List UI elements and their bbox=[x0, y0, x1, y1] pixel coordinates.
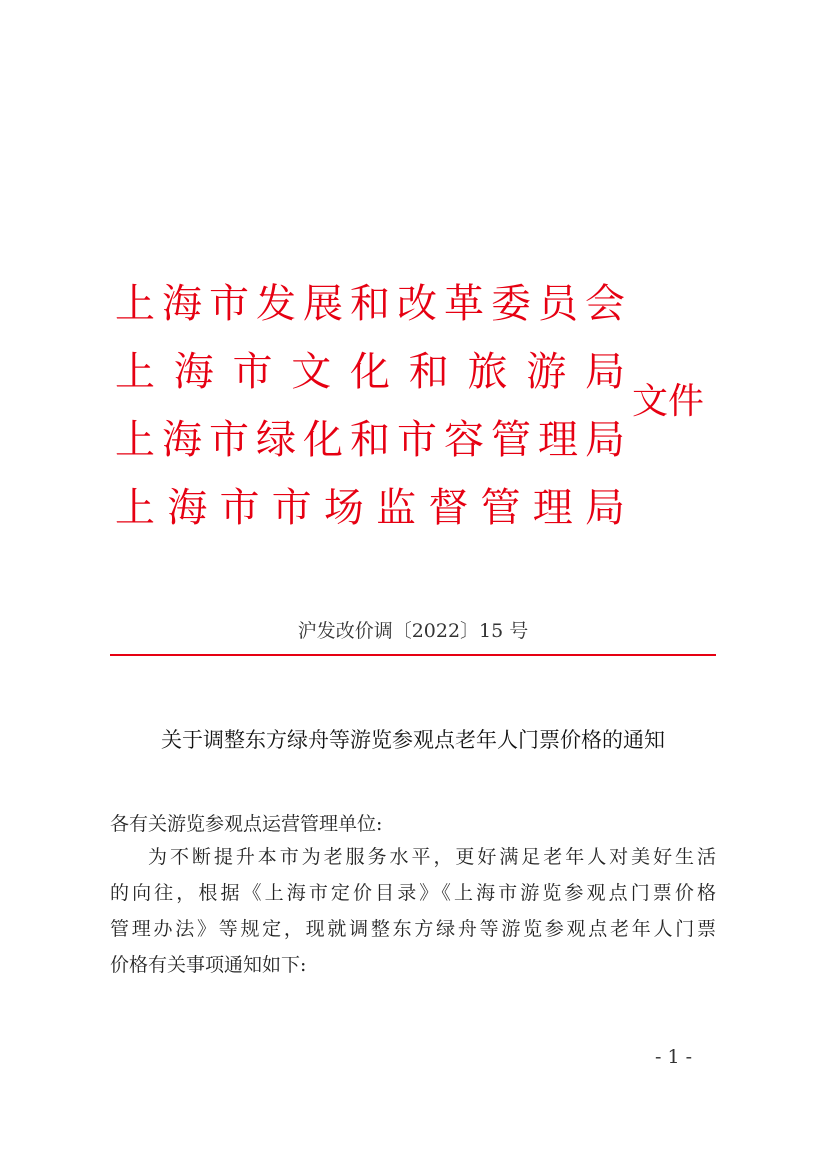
paragraph bbox=[110, 842, 716, 980]
red-divider bbox=[110, 654, 716, 656]
paragraph-line: 的向往，根据《上海市定价目录》《上海市游览参观点门票价格 bbox=[110, 882, 716, 904]
issuer-name: 上海市文化和旅游局 bbox=[115, 349, 625, 395]
salutation: 各有关游览参观点运营管理单位: bbox=[110, 813, 383, 835]
document-title: 关于调整东方绿舟等游览参观点老年人门票价格的通知 bbox=[161, 728, 665, 752]
issuer-block bbox=[115, 270, 625, 542]
issuer-name: 上海市绿化和市容管理局 bbox=[115, 417, 625, 463]
document-suffix: 文件 bbox=[632, 381, 705, 422]
paragraph-line: 为不断提升本市为老服务水平，更好满足老年人对美好生活 bbox=[148, 846, 716, 868]
document-number: 沪发改价调〔2022〕15 号 bbox=[297, 620, 529, 642]
paragraph-line: 管理办法》等规定，现就调整东方绿舟等游览参观点老年人门票 bbox=[110, 918, 716, 940]
issuer-name: 上海市市场监督管理局 bbox=[115, 485, 625, 531]
page-number: - 1 - bbox=[655, 1046, 693, 1068]
paragraph-line: 价格有关事项通知如下: bbox=[110, 954, 307, 976]
issuer-name: 上海市发展和改革委员会 bbox=[115, 281, 625, 327]
document-body bbox=[110, 806, 716, 986]
